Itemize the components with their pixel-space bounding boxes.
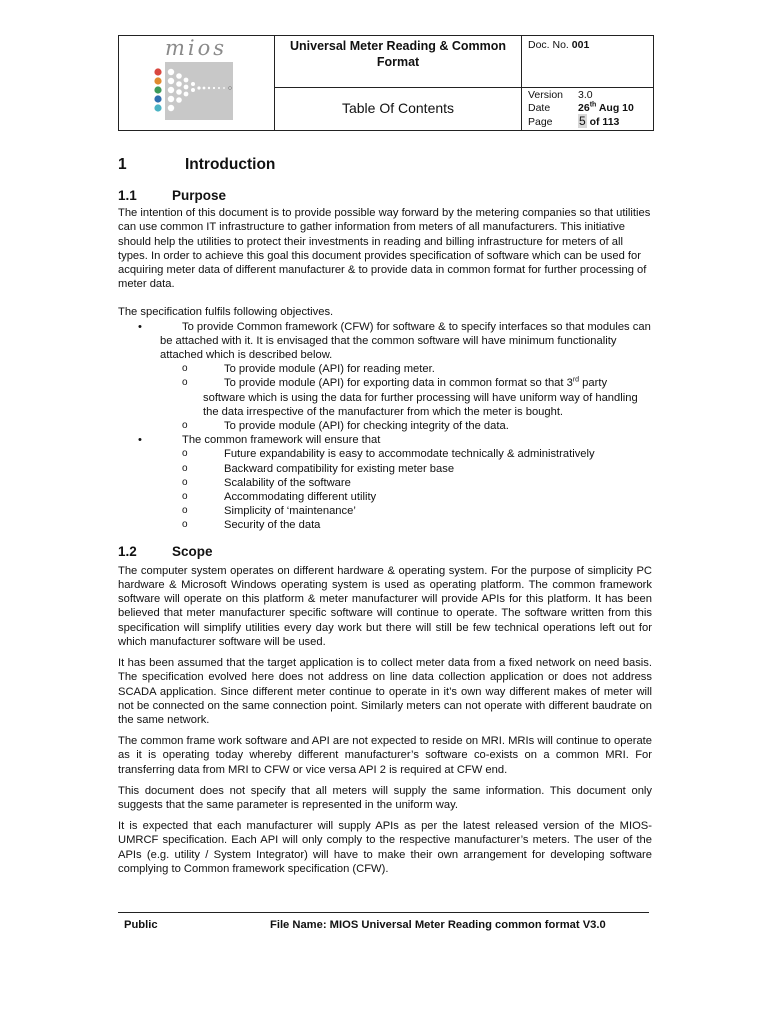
objective-sub-item: o Scalability of the software (182, 476, 351, 489)
doc-number: Doc. No. 001 (528, 39, 590, 51)
objectives-intro: The specification fulfils following objectives. (118, 306, 334, 319)
scope-paragraph: The computer system operates on different hardware & operating system. For the purpose of simplicity PC hardware & Microsoft Windows operating system is used as operating platform. The common framework software will operate on this platform & meter manufacturer will provide APIs for this platform. It has been believed that meter manufacturer specific software will continue to operate. The software written from this specification will simplify utilities every day work but there will still be few technical operations left out for which manufacturer software will be used. (118, 564, 652, 648)
section-subtitle: Table Of Contents (341, 100, 455, 116)
objective-bullet-2: • The common framework will ensure that (138, 434, 381, 447)
objective-bullet-1: • To provide Common framework (CFW) for software & to specify interfaces so that modules can be attached with it. It is envisaged that the common software will have minimum functionality attached which is described below. (138, 320, 651, 362)
document-body (118, 158, 652, 876)
document-title: Universal Meter Reading & Common Format (289, 39, 506, 69)
version-row: Version 3.0 (528, 89, 593, 101)
scope-paragraph: It is expected that each manufacturer will supply APIs as per the latest released version of the MIOS-UMRCF specification. Each API will only comply to the respective manufacturer’s meters. The user of the APIs (e.g. utility / System Integrator) will have to make their own arrangement for developing software complying to Common framework specification (CFW). (118, 820, 652, 875)
date-row: Date 26th Aug 10 (528, 101, 634, 114)
objective-sub-item: o To provide module (API) for reading meter. (182, 363, 435, 376)
scope-paragraph: It has been assumed that the target application is to collect meter data from a fixed network on need basis. The specification evolved here does not address on line data collection application or does not address SCADA application. Since different meter continue to operate in it’s own way different makes of meter will not be connected on the same connection point. Similarly meters can not operate with different baudrate on the same network. (118, 657, 652, 726)
scope-paragraph: This document does not specify that all meters will supply the same information. This document only suggests that the same parameter is represented in the uniform way. (118, 784, 652, 811)
heading-scope: 1.2 Scope (118, 543, 213, 559)
footer-classification: Public (124, 919, 158, 931)
objective-sub-item: o Security of the data (182, 519, 321, 532)
objective-sub-item: o To provide module (API) for checking integrity of the data. (182, 420, 509, 433)
objective-sub-item: o Simplicity of ‘maintenance’ (182, 505, 356, 518)
heading-purpose: 1.1 Purpose (118, 188, 227, 203)
objective-sub-item: o To provide module (API) for exporting data in common format so that 3rd party software which is using the data for further processing will have uniform way of handling the data irrespective of the manufacturer from which the meter is bought. (182, 376, 638, 418)
document-header (118, 35, 654, 131)
logo-wordmark: mios (165, 36, 228, 60)
purpose-paragraph: The intention of this document is to provide possible way forward by the metering companies so that utilities can use common IT infrastructure to gather information from meters of all manufacturers. This initiative should help the utilities to protect their investments in reading and billing infrastructure for meters of all types. In order to achieve this goal this document provides specification of software which can be used for acquiring meter data of different manufacturer & to provide data in common format for further processing of meter data. (118, 207, 651, 291)
doc-meta (528, 89, 634, 128)
objective-sub-item: o Future expandability is easy to accommodate technically & administratively (182, 448, 595, 461)
objective-sub-item: o Backward compatibility for existing meter base (182, 462, 455, 475)
footer-filename: File Name: MIOS Universal Meter Reading common format V3.0 (270, 919, 606, 931)
logo-graphic-icon (153, 60, 235, 122)
page-row: Page 5 of 113 (528, 114, 620, 128)
page-number: 5 (579, 114, 586, 128)
mios-logo (119, 36, 274, 132)
heading-introduction: 1 Introduction (118, 156, 276, 173)
footer-divider (118, 912, 649, 913)
objective-sub-item: o Accommodating different utility (182, 491, 377, 504)
scope-paragraph: The common frame work software and API are not expected to reside on MRI. MRIs will continue to operate as it is operating today whereby different manufacturer’s software co-exists on a common MRI. For transferring data from MRI to CFW or vice versa API 2 is required at CFW end. (118, 735, 652, 776)
